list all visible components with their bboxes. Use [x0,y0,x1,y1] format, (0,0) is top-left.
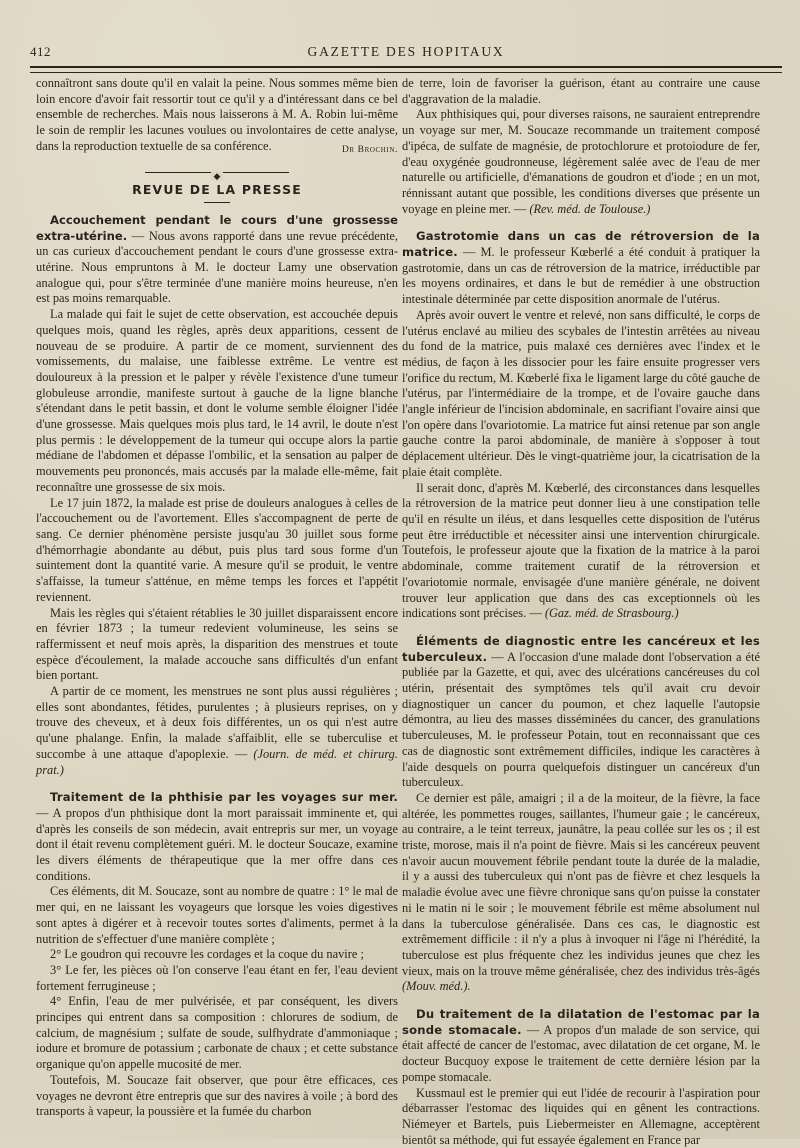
right-column [402,76,760,1148]
paragraph: Ces éléments, dit M. Soucaze, sont au nombre de quatre : 1° le mal de mer qui, en ne laissant les voyageurs que lorsque les voies digestives sont aptes à digérer et à recevoir toutes sortes d'aliments, permet à la nutrition de s'effectuer d'une manière complète ; [36,884,398,946]
page-number: 412 [30,44,51,59]
article-text: — M. le professeur Kœberlé a été conduit à pratiquer la gastrotomie, dans un cas de rétroversion de la matrice, irréductible par les moyens ordinaires, et dans le but de remédier à une obstruction intestinale déterminée par cette disposition anormale de l'utérus. [402,245,760,307]
paragraph [402,107,760,217]
paragraph: Kussmaul est le premier qui eut l'idée de recourir à l'aspiration pour débarrasser l'estomac des liquides qui en gênent les contractions. Niémeyer et Bartels, puis Liebermeister en Allemagne, acceptèrent bientôt sa méthode, qui fut essayée également en France par [402,1085,760,1147]
paragraph-text: Aux phthisiques qui, pour diverses raisons, ne sauraient entreprendre un voyage sur mer, M. Soucaze recommande un traitement composé d'ipéca, de sulfate de magnésie, de protochlorure et protoiodure de fer, d'eau oxygénée goudronneuse, légèrement salée avec de l'eau de mer naturelle ou artificielle, d'émanations de goudron et d'iode ; en un mot, rénnissant autant que possible, les conditions diverses que présente un voyage en pleine mer. — [402,107,760,216]
intro-paragraph: connaîtront sans doute qu'il en valait la peine. Nous sommes même bien loin encore d'avoir fait ressortir tout ce qu'il y a d'intéressant dans ce bel ensemble de recherches. Mais nous laisserons à M. A. Robin lui-même le soin de remplir les lacunes voulues ou involontaires de cette analyse, dans la reproduction textuelle de sa conférence. [36,76,398,153]
paragraph: 4° Enfin, l'eau de mer pulvérisée, et par conséquent, les divers principes qui entrent dans sa composition : chlorures de sodium, de calcium, de magnésium ; sulfate de soude, sulfhydrate d'ammoniaque ; iodure et bromure de potassium ; carbonate de chaux ; et cette substance organique qu'on appelle mucosité de mer. [36,994,398,1072]
paragraph: Le 17 juin 1872, la malade est prise de douleurs analogues à celles de l'accouchement ou de l'avortement. Elles s'accompagnent de perte de sang. Ce dernier phénomène persiste jusqu'au 30 juillet sous forme d'hémorrhagie abondante au début, puis plus tard sous forme d'un suintement dont la quantité varie. A mesure qu'il se produit, le ventre s'affaisse, la tumeur s'atténue, en même temps les forces et l'appétit reviennent. [36,495,398,604]
source-citation: (Mouv. méd.). [402,979,471,994]
paragraph [36,684,398,778]
article-gastrotomie [402,229,760,308]
article-text: — A propos d'un malade de son service, qui était affecté de cancer de l'estomac, avec dilatation de cet organe, M. le docteur Bucquoy expose le traitement de cette dernière lésion par la pompe stomacale. [402,1022,760,1084]
title-underline [204,202,230,203]
source-citation: (Rev. méd. de Toulouse.) [529,201,651,216]
article-diagnostic [402,634,760,791]
paragraph: Toutefois, M. Soucaze fait observer, que pour être efficaces, ces voyages ne devront être entrepris que sur des navires à voile ; à bord des transports à vapeur, la poussière et la fumée du charbon [36,1072,398,1119]
source-citation: (Gaz. méd. de Strasbourg.) [544,606,679,621]
paragraph [402,791,760,995]
article-text: — A propos d'un phthisique dont la mort paraissait imminente et, qui d'après les conseils de son médecin, avait entrepris sur mer, un voyage dont il était revenu complètement guéri. M. le docteur Soucaze, examine les divers éléments de thérapeutique que la mer offre dans ces conditions. [36,805,398,883]
article-text: — A l'occasion d'une malade dont l'observation a été publiée par la Gazette, et qui, avec des ulcérations cancéreuses du col utérin, présentait des symptômes tels qu'il avait cru devoir diagnostiquer un cancer du poumon, et chez laquelle l'autopsie démontra, au lieu des masses disséminées du cancer, des granulations tuberculeuses, M. le professeur Potain, tout en reconnaissant que ces cas de diagnostic sont extrêmement difficiles, indique les caractères à l'aide desquels on pourra quelquefois distinguer un cancéreux d'un tuberculeux. [402,649,760,790]
page-header [30,44,782,62]
paragraph-text: A partir de ce moment, les menstrues ne sont plus aussi régulières ; elles sont abondantes, fétides, purulentes ; à plusieurs reprises, on y trouve des cheveux, et à deux fois différentes, un os qui n'est autre qu'une phalange. Enfin, la malade s'affaiblit, elle se tuberculise et succombe à une attaque d'apoplexie. — [36,684,398,761]
article-title: Éléments de diagnostic entre les cancéreux et les tuberculeux. [402,633,760,664]
article-dilatation [402,1007,760,1086]
article-accouchement [36,213,398,307]
paragraph-text: Ce dernier est pâle, amaigri ; il a de la moiteur, de la fièvre, la face altérée, les pommettes rouges, saillantes, l'humeur gaie ; le cancéreux, au contraire, a le teint terreux, jaunâtre, la peau collée sur les os ; il est triste, morose, mais il n'a point de fièvre. Mais si les cancéreux peuvent n'avoir aucun mouvement fébrile pendant toute la durée de la maladie, il y a aussi des tuberculeux qui n'ont pas de fièvre et chez lesquels la maladie évolue avec une fièvre chronique sans qu'on puisse la constater ni le matin ni le soir ; le mouvement fébrile est même absolument nul dans la tuberculose généralisée. Dans ces cas, le diagnostic est extrêmement difficile : il n'y a plus à invoquer ni l'âge ni l'hérédité, la tuberculose est plus fréquente chez les individus jeunes que chez les vieux, mais on la trouve même généralisée, chez des individus très-âgés [402,790,760,978]
paragraph: 3° Le fer, les pièces où l'on conserve l'eau étant en fer, l'eau devient fortement ferrugineuse ; [36,962,398,993]
paragraph: de terre, loin de favoriser la guérison, étant au contraire une cause d'aggravation de la maladie. [402,76,760,106]
journal-title: GAZETTE DES HOPITAUX [307,44,505,59]
paragraph: Mais les règles qui s'étaient rétablies le 30 juillet disparaissent encore en février 1873 ; la tumeur redevient volumineuse, les seins se raffermissent et neuf mois après, la disparition des menstrues et toute espèce d'écoulement, la malade accouche sans difficultés d'un enfant bien portant. [36,605,398,683]
section-divider: ◆ [36,168,398,176]
paragraph: Après avoir ouvert le ventre et relevé, non sans difficulté, le corps de l'utérus enclavé au milieu des scybales de l'intestin arrêtées au niveau du fond de la matrice, puis malaxé ces dernières avec l'index et le médius, de façon à les dissocier pour les faire ensuite progresser vers l'orifice du rectum, M. Kœberlé fixa le ligament large du côté gauche de l'utérus, par l'intermédiaire de la trompe, et de l'ovaire gauche dans l'angle inférieur de l'incision abdominale, en sacrifiant l'ovaire ainsi que l'on opère dans l'ovariotomie. La matrice fut ainsi retenue par son angle gauche contre la paroi abdominale, de manière à s'opposer à tout déplacement ultérieur. Dès le vingt-quatrième jour, la cicatrisation de la plaie était complète. [402,307,760,479]
left-column [36,76,398,1120]
paragraph-text: Il serait donc, d'après M. Kœberlé, des circonstances dans lesquelles la rétroversion de la matrice peut donner lieu à une constipation telle qu'il en résulte un iléus, et dans lesquelles cette disposition de l'utérus peut être irréductible et nécessiter ainsi une intervention chirurgicale. Toutefois, le professeur ajoute que la fixation de la matrice à la paroi abdominale, comme traitement curatif de la rétroversion et l'ovariotomie normale, envisagée d'une manière générale, ne doivent trouver leur application que dans des cas exceptionnels où les indications sont précises. — [402,480,760,621]
paragraph: 2° Le goudron qui recouvre les cordages et la coque du navire ; [50,947,364,962]
section-title: REVUE DE LA PRESSE [132,182,302,198]
article-title: Accouchement pendant le cours d'une grossesse extra-utérine. [36,212,398,243]
source-citation: (Journ. de méd. et chirurg. prat.) [36,746,398,777]
paragraph: La malade qui fait le sujet de cette observation, est accouchée depuis quelques mois, quand les règles, après deux apparitions, cessent de nouveau de se produire. A partir de ce moment, surviennent des vomissements, du malaise, une faiblesse extrême. Le ventre est douloureux à la pression et le palper y révèle l'existence d'une tumeur globuleuse arrondie, manifeste surtout à gauche de la ligne blanche s'étendant dans le petit bassin, et dont le volume semble éloigner l'idée d'une grossesse. Mais quelques mois plus tard, le 14 avril, le doute n'est plus permis : le développement de la tumeur qui occupe alors la partie médiane de l'abdomen et dépasse l'ombilic, et la sensation au palper de mouvements peu prononcés, mais accusés par la malade elle-même, fait reconnaître une grossesse de six mois. [36,307,398,494]
article-title: Traitement de la phthisie par les voyages sur mer. [50,790,398,805]
header-rule [30,66,782,73]
signature: Dr Brochin. [341,144,398,155]
paragraph [402,481,760,622]
article-text: — Nous avons rapporté dans une revue précédente, un cas curieux d'accouchement pendant le cours d'une grossesse extra-utérine. Nous empruntons à M. le docteur Lamy une observation analogue qui, pour s'être terminée d'une manière moins heureuse, n'en est pas moins remarquable. [36,228,398,306]
article-phthisie [36,790,398,884]
article-title: Du traitement de la dilatation de l'estomac par la sonde stomacale. [402,1007,760,1037]
article-title: Gastrotomie dans un cas de rétroversion de la matrice. [402,229,760,260]
